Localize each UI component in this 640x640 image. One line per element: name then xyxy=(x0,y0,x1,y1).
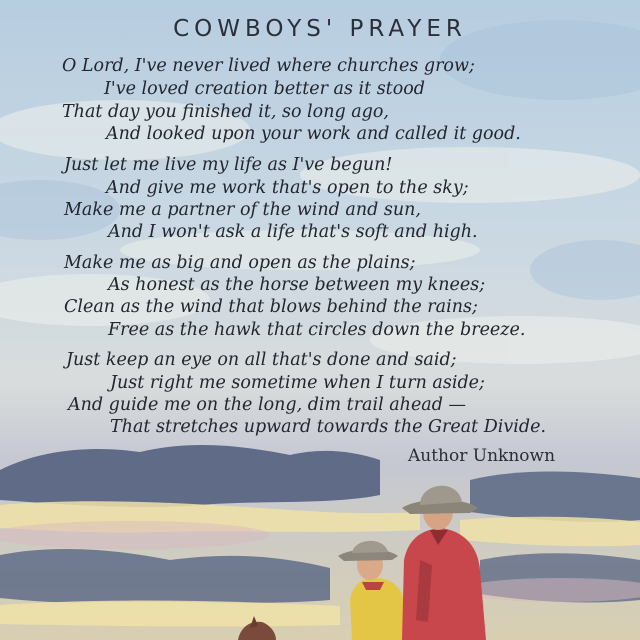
cowboy-red-shirt xyxy=(402,486,486,640)
poem-line: Make me a partner of the wind and sun, xyxy=(64,200,421,220)
poem-line: That stretches upward towards the Great Divide. xyxy=(110,417,547,437)
poem-title: COWBOYS' PRAYER xyxy=(173,16,467,42)
poem-line: I've loved creation better as it stood xyxy=(104,79,425,99)
poem-line: Just right me sometime when I turn aside; xyxy=(110,373,485,393)
poem-line: Clean as the wind that blows behind the rains; xyxy=(64,297,478,317)
poem-line: That day you finished it, so long ago, xyxy=(62,102,389,122)
poem-line: Just let me live my life as I've begun! xyxy=(64,155,393,175)
poem-line: O Lord, I've never lived where churches grow; xyxy=(62,56,475,76)
poem-line: Just keep an eye on all that's done and said; xyxy=(66,350,457,370)
poem-line: And I won't ask a life that's soft and high. xyxy=(108,222,478,242)
poem-author: Author Unknown xyxy=(408,446,556,466)
poem-line: As honest as the horse between my knees; xyxy=(108,275,486,295)
poem-line: Make me as big and open as the plains; xyxy=(64,253,416,273)
poem-line: And looked upon your work and called it good. xyxy=(106,124,521,144)
poem-line: Free as the hawk that circles down the breeze. xyxy=(108,320,526,340)
poem-line: And give me work that's open to the sky; xyxy=(106,178,469,198)
poem-line: And guide me on the long, dim trail ahead — xyxy=(68,395,467,415)
